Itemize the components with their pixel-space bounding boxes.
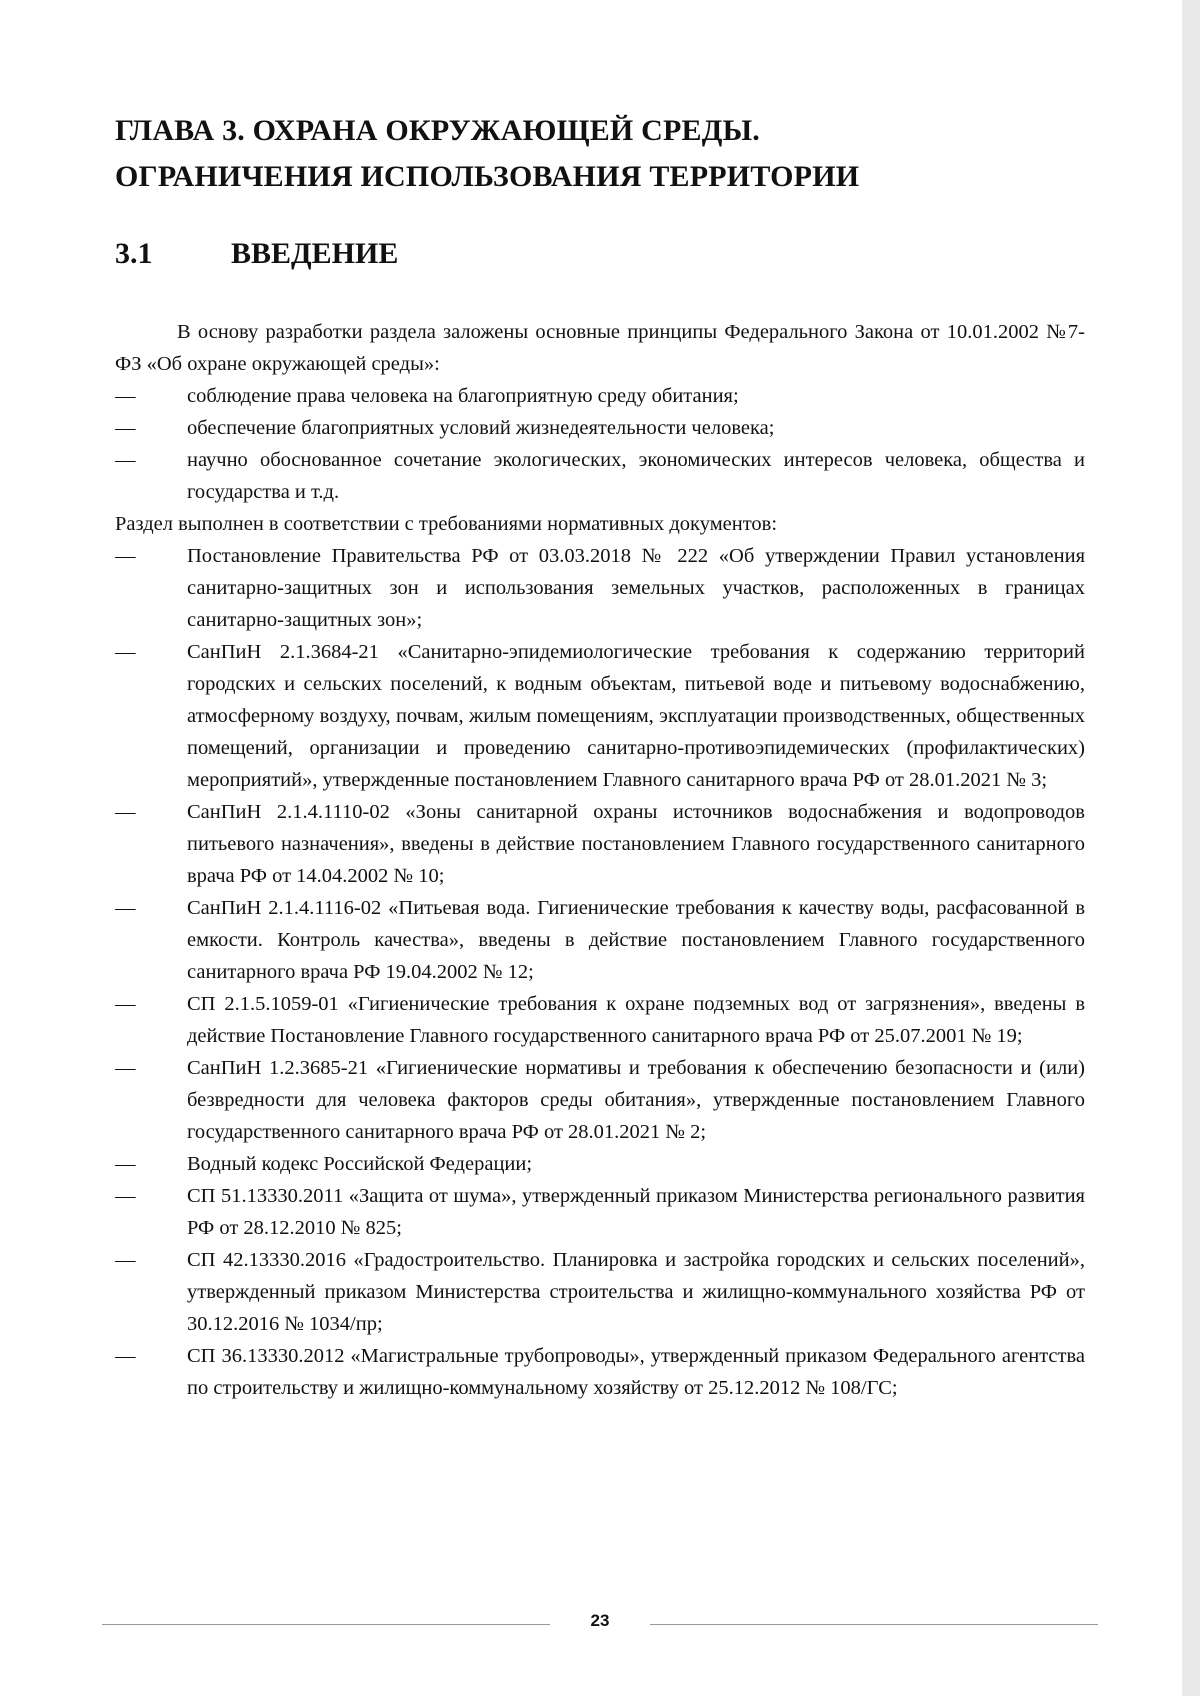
dash-bullet: — xyxy=(115,1249,136,1271)
section-body xyxy=(115,316,1085,1404)
page-edge-shadow xyxy=(1182,0,1200,1696)
page-number: 23 xyxy=(590,1611,610,1630)
dash-bullet: — xyxy=(115,545,136,567)
dash-bullet: — xyxy=(115,993,136,1015)
dash-bullet: — xyxy=(115,385,136,407)
dash-bullet: — xyxy=(115,1345,136,1367)
dash-bullet: — xyxy=(115,1057,136,1079)
list-item-text: СанПиН 2.1.4.1116-02 «Питьевая вода. Гигиенические требования к качеству воды, расфасованной в емкости. Контроль качества», введены в действие постановлением Главного государственного санитарного врача РФ 19.04.2002 № 12; xyxy=(187,897,1085,983)
page-footer xyxy=(102,1609,1098,1639)
list-item xyxy=(115,1180,1085,1244)
intro-paragraph: В основу разработки раздела заложены основные принципы Федерального Закона от 10.01.2002 №7-ФЗ «Об охране окружающей среды»: xyxy=(115,321,1085,375)
document-page xyxy=(115,108,1085,1404)
list-item-text: научно обоснованное сочетание экологических, экономических интересов человека, общества и государства и т.д. xyxy=(187,449,1085,503)
list-item xyxy=(115,412,1085,444)
list-item xyxy=(115,1244,1085,1340)
list-item-text: СанПиН 1.2.3685-21 «Гигиенические нормативы и требования к обеспечению безопасности и (или) безвредности для человека факторов среды обитания», утвержденные постановлением Главного государственного санитарного врача РФ от 28.01.2021 № 2; xyxy=(187,1057,1085,1143)
dash-bullet: — xyxy=(115,1185,136,1207)
normative-documents-list xyxy=(115,540,1085,1404)
chapter-title-line-1: ГЛАВА 3. ОХРАНА ОКРУЖАЮЩЕЙ СРЕДЫ. xyxy=(115,114,760,147)
list-item xyxy=(115,892,1085,988)
list-item-text: СанПиН 2.1.4.1110-02 «Зоны санитарной охраны источников водоснабжения и водопроводов питьевого назначения», введены в действие постановлением Главного государственного санитарного врача РФ от 14.04.2002 № 10; xyxy=(187,801,1085,887)
normative-lead: Раздел выполнен в соответствии с требованиями нормативных документов: xyxy=(115,513,778,535)
list-item xyxy=(115,540,1085,636)
list-item-text: обеспечение благоприятных условий жизнедеятельности человека; xyxy=(187,417,775,439)
footer-rule-left xyxy=(102,1624,550,1625)
list-item xyxy=(115,444,1085,508)
list-item-text: СП 42.13330.2016 «Градостроительство. Планировка и застройка городских и сельских поселений», утвержденный приказом Министерства строительства и жилищно-коммунального хозяйства РФ от 30.12.2016 № 1034/пр; xyxy=(187,1249,1085,1335)
list-item xyxy=(115,796,1085,892)
section-heading xyxy=(115,234,1085,274)
list-item xyxy=(115,1052,1085,1148)
list-item-text: СанПиН 2.1.3684-21 «Санитарно-эпидемиологические требования к содержанию территорий городских и сельских поселений, к водным объектам, питьевой воде и питьевому водоснабжению, атмосферному воздуху, почвам, жилым помещениям, эксплуатации производственных, общественных помещений, организации и проведению санитарно-противоэпидемических (профилактических) мероприятий», утвержденные постановлением Главного санитарного врача РФ от 28.01.2021 № 3; xyxy=(187,641,1085,791)
chapter-title xyxy=(115,108,1085,200)
dash-bullet: — xyxy=(115,897,136,919)
section-number: 3.1 xyxy=(115,237,153,270)
list-item-text: Постановление Правительства РФ от 03.03.2018 № 222 «Об утверждении Правил установления санитарно-защитных зон и использования земельных участков, расположенных в границах санитарно-защитных зон»; xyxy=(187,545,1085,631)
dash-bullet: — xyxy=(115,641,136,663)
dash-bullet: — xyxy=(115,1153,136,1175)
chapter-title-line-2: ОГРАНИЧЕНИЯ ИСПОЛЬЗОВАНИЯ ТЕРРИТОРИИ xyxy=(115,160,860,193)
dash-bullet: — xyxy=(115,801,136,823)
list-item xyxy=(115,636,1085,796)
list-item-text: СП 51.13330.2011 «Защита от шума», утвержденный приказом Министерства регионального развития РФ от 28.12.2010 № 825; xyxy=(187,1185,1085,1239)
section-title: ВВЕДЕНИЕ xyxy=(231,237,399,270)
list-item-text: СП 2.1.5.1059-01 «Гигиенические требования к охране подземных вод от загрязнения», введены в действие Постановление Главного государственного санитарного врача РФ от 25.07.2001 № 19; xyxy=(187,993,1085,1047)
list-item-text: соблюдение права человека на благоприятную среду обитания; xyxy=(187,385,739,407)
dash-bullet: — xyxy=(115,449,136,471)
dash-bullet: — xyxy=(115,417,136,439)
list-item xyxy=(115,1340,1085,1404)
list-item xyxy=(115,988,1085,1052)
principles-list xyxy=(115,380,1085,508)
list-item xyxy=(115,1148,1085,1180)
footer-rule-right xyxy=(650,1624,1098,1625)
list-item-text: СП 36.13330.2012 «Магистральные трубопроводы», утвержденный приказом Федерального агентства по строительству и жилищно-коммунальному хозяйству от 25.12.2012 № 108/ГС; xyxy=(187,1345,1085,1399)
list-item-text: Водный кодекс Российской Федерации; xyxy=(187,1153,533,1175)
list-item xyxy=(115,380,1085,412)
